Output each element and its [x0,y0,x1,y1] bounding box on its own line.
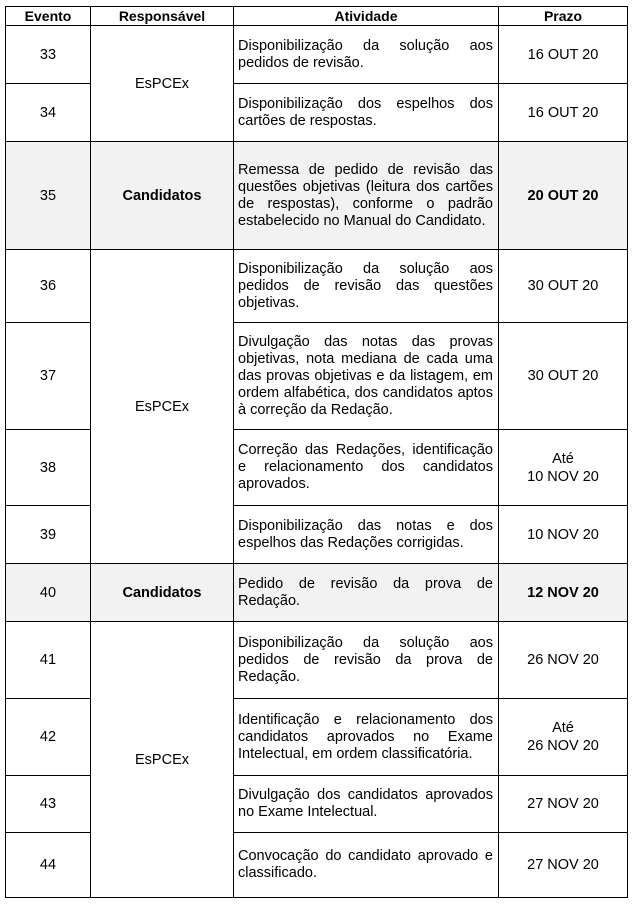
atividade-cell: Disponibilização das notas e dos espelhos das Redações corrigidas. [234,506,499,564]
schedule-table [5,6,628,898]
prazo-date: 10 NOV 20 [527,468,599,485]
evento-cell: 38 [6,430,91,506]
prazo-cell: 10 NOV 20 [499,506,628,564]
prazo-prefix: Até [552,720,574,736]
atividade-cell: Disponibilização dos espelhos dos cartões de respostas. [234,84,499,142]
prazo-cell: 12 NOV 20 [499,564,628,622]
header-responsavel: Responsável [91,7,234,26]
evento-cell: 44 [6,833,91,898]
prazo-cell: 27 NOV 20 [499,833,628,898]
atividade-cell: Pedido de revisão da prova de Redação. [234,564,499,622]
evento-cell: 33 [6,26,91,84]
prazo-cell [499,430,628,506]
table-row [6,26,628,84]
evento-cell: 36 [6,250,91,323]
prazo-cell: 20 OUT 20 [499,142,628,250]
atividade-cell: Correção das Redações, identificação e relacionamento dos candidatos aprovados. [234,430,499,506]
responsavel-cell: EsPCEx [91,26,234,142]
atividade-cell: Convocação do candidato aprovado e classificado. [234,833,499,898]
header-row [6,7,628,26]
atividade-cell: Divulgação dos candidatos aprovados no Exame Intelectual. [234,776,499,833]
evento-cell: 41 [6,622,91,699]
evento-cell: 37 [6,323,91,430]
header-atividade: Atividade [234,7,499,26]
responsavel-cell: Candidatos [91,142,234,250]
evento-cell: 34 [6,84,91,142]
prazo-date: 26 NOV 20 [527,738,599,754]
prazo-cell [499,699,628,776]
prazo-cell: 16 OUT 20 [499,26,628,84]
atividade-cell: Remessa de pedido de revisão das questões objetivas (leitura dos cartões de respostas), conforme o padrão estabelecido no Manual do Candidato. [234,142,499,250]
atividade-cell: Disponibilização da solução aos pedidos de revisão da prova de Redação. [234,622,499,699]
header-evento: Evento [6,7,91,26]
table-row [6,142,628,250]
prazo-prefix: Até [552,450,574,467]
atividade-cell: Divulgação das notas das provas objetivas, nota mediana de cada uma das provas objetivas e da listagem, em ordem alfabética, dos candidatos aptos à correção da Redação. [234,323,499,430]
prazo-cell: 30 OUT 20 [499,250,628,323]
responsavel-cell: EsPCEx [91,622,234,898]
prazo-cell: 27 NOV 20 [499,776,628,833]
table-row [6,622,628,699]
responsavel-cell: Candidatos [91,564,234,622]
atividade-cell: Identificação e relacionamento dos candidatos aprovados no Exame Intelectual, em ordem classificatória. [234,699,499,776]
prazo-cell: 26 NOV 20 [499,622,628,699]
evento-cell: 42 [6,699,91,776]
prazo-cell: 16 OUT 20 [499,84,628,142]
evento-cell: 39 [6,506,91,564]
responsavel-cell: EsPCEx [91,250,234,564]
evento-cell: 35 [6,142,91,250]
table-row [6,564,628,622]
atividade-cell: Disponibilização da solução aos pedidos de revisão das questões objetivas. [234,250,499,323]
atividade-cell: Disponibilização da solução aos pedidos de revisão. [234,26,499,84]
header-prazo: Prazo [499,7,628,26]
prazo-cell: 30 OUT 20 [499,323,628,430]
evento-cell: 40 [6,564,91,622]
table-row [6,250,628,323]
evento-cell: 43 [6,776,91,833]
